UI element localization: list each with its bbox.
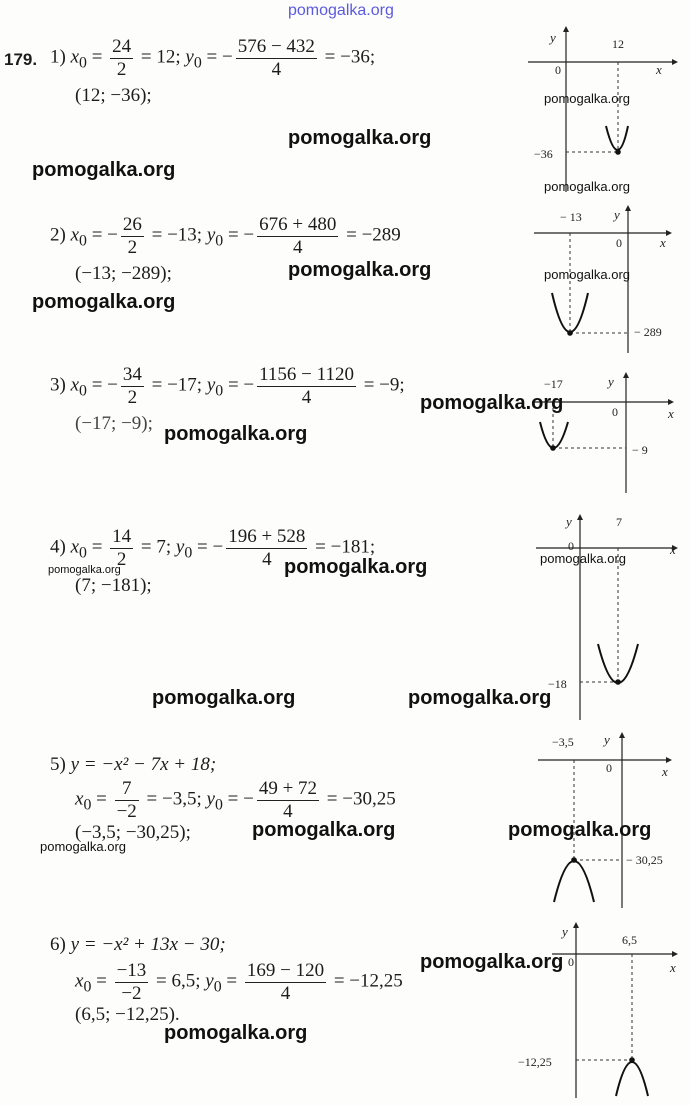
graph-6 (516, 920, 686, 1100)
y-axis-arrow (563, 26, 569, 32)
x-tick-label: −3,5 (552, 735, 574, 749)
y0-result: = −36; (324, 46, 376, 68)
y0-fraction: $\frac{196 + 528}{4}$ (228, 526, 306, 570)
item-3-formula: 3) $x_0$ = − $\frac{34}{2}$ = −17; $y_0$ = − $\frac{1156 - 1120}{4}$ = −9; (50, 364, 405, 408)
y-axis-arrow (619, 732, 625, 738)
x-axis-label: x (660, 235, 666, 250)
x-axis-label: x (670, 542, 676, 557)
y-axis-label: y (608, 374, 614, 389)
x0-result: = 12; (140, 46, 181, 68)
origin-label: 0 (606, 761, 612, 775)
watermark[interactable]: pomogalka.org (48, 564, 121, 576)
x-tick-label: 7 (616, 515, 622, 529)
item-4-vertex: (7; −181); (75, 575, 152, 596)
watermark[interactable]: pomogalka.org (544, 179, 630, 194)
watermark[interactable]: pomogalka.org (408, 687, 552, 709)
watermark[interactable]: pomogalka.org (420, 392, 564, 414)
item-5-formula: $x_0$ = $\frac{7}{-2}$ = −3,5; $y_0$ = − $\frac{49 + 72}{4}$ = −30,25 (75, 778, 396, 822)
y-tick-label: −36 (534, 147, 553, 161)
x-axis-label: x (662, 764, 668, 779)
origin-label: 0 (616, 236, 622, 250)
x0-sign: − (107, 374, 118, 396)
watermark[interactable]: pomogalka.org (288, 127, 432, 149)
vertex-point (567, 330, 573, 336)
parabola (616, 1062, 648, 1096)
y-tick-label: −12,25 (518, 1055, 552, 1069)
watermark[interactable]: pomogalka.org (32, 159, 176, 181)
x0-result: = 6,5; (156, 970, 201, 992)
item-6-equation: y = −x² + 13x − 30; (70, 934, 226, 955)
item-6-label-line (50, 935, 226, 954)
y0-fraction: $\frac{576 - 432}{4}$ (237, 36, 315, 80)
watermark[interactable]: pomogalka.org (288, 259, 432, 281)
parabola (540, 422, 568, 448)
watermark[interactable]: pomogalka.org (544, 91, 630, 106)
y-axis-arrow (623, 372, 629, 378)
vertex-point (615, 149, 621, 155)
item-2-formula: 2) $x_0$ = − $\frac{26}{2}$ = −13; $y_0$ = − $\frac{676 + 480}{4}$ = −289 (50, 214, 401, 258)
item-2-vertex: (−13; −289); (75, 263, 172, 284)
watermark[interactable]: pomogalka.org (540, 551, 626, 566)
x-axis-label: x (670, 960, 676, 975)
x0-fraction: $\frac{26}{2}$ (122, 214, 142, 258)
watermark[interactable]: pomogalka.org (32, 291, 176, 313)
origin-label: 0 (568, 539, 574, 553)
x0-result: = −13; (151, 224, 203, 246)
y-tick-label: − 30,25 (626, 853, 663, 867)
item-label: 6) (50, 934, 66, 955)
watermark[interactable]: pomogalka.org (420, 951, 564, 973)
item-5-vertex: (−3,5; −30,25); (75, 822, 191, 843)
item-label: 4) (50, 536, 66, 558)
vertex-point (571, 857, 577, 863)
item-label: 3) (50, 374, 66, 396)
x-axis-label: x (668, 406, 674, 421)
item-1-formula: 1) $x_0$ = $\frac{24}{2}$ = 12; $y_0$ = − $\frac{576 - 432}{4}$ = −36; (50, 36, 376, 80)
y-tick-label: − 289 (634, 325, 662, 339)
x-axis-arrow (668, 399, 674, 405)
x0-fraction: $\frac{34}{2}$ (122, 364, 142, 408)
y-axis-arrow (573, 922, 579, 928)
x-tick-label: −17 (544, 377, 563, 391)
x0-result: = −3,5; (146, 788, 202, 810)
watermark-top[interactable]: pomogalka.org (288, 2, 394, 19)
origin-label: 0 (612, 405, 618, 419)
y-axis-arrow (625, 205, 631, 211)
vertex-point (615, 679, 621, 685)
x0-sign: − (107, 224, 118, 246)
y-axis-label: y (614, 207, 620, 222)
x-axis-arrow (672, 951, 678, 957)
x0-fraction: $\frac{14}{2}$ (112, 526, 132, 570)
x0-result: = −17; (151, 374, 203, 396)
y0-result: = −9; (363, 374, 405, 396)
y0-result: = −289 (346, 224, 401, 246)
y0-fraction: $\frac{1156 - 1120}{4}$ (259, 364, 354, 408)
vertex-point (629, 1057, 635, 1063)
x0-result: = 7; (140, 536, 172, 558)
item-3-vertex: (−17; −9); (75, 413, 153, 434)
y-tick-label: −18 (548, 677, 567, 691)
y0-result: = −181; (315, 536, 376, 558)
x0-fraction: $\frac{24}{2}$ (112, 36, 132, 80)
watermark[interactable]: pomogalka.org (40, 839, 126, 854)
item-5-equation: y = −x² − 7x + 18; (70, 754, 217, 775)
x-axis-arrow (672, 59, 678, 65)
watermark[interactable]: pomogalka.org (508, 819, 652, 841)
parabola (554, 861, 594, 902)
item-1-vertex: (12; −36); (75, 85, 152, 106)
vertex-point (550, 445, 556, 451)
item-6-vertex: (6,5; −12,25). (75, 1004, 180, 1025)
item-label: 1) (50, 46, 66, 68)
y-axis-label: y (562, 924, 568, 939)
y-tick-label: − 9 (632, 443, 648, 457)
watermark[interactable]: pomogalka.org (252, 819, 396, 841)
parabola (606, 126, 628, 150)
watermark[interactable]: pomogalka.org (284, 556, 428, 578)
item-label: 2) (50, 224, 66, 246)
y-axis-label: y (550, 30, 556, 45)
x0-fraction: $\frac{7}{-2}$ (116, 778, 137, 822)
y0-fraction: $\frac{169 - 120}{4}$ (246, 960, 325, 1004)
item-6-formula: $x_0$ = $\frac{-13}{-2}$ = 6,5; $y_0$ = $\frac{169 - 120}{4}$ = −12,25 (75, 960, 403, 1004)
x-axis-label: x (656, 62, 662, 77)
item-4-formula: 4) $x_0$ = $\frac{14}{2}$ = 7; $y_0$ = − $\frac{196 + 528}{4}$ = −181; (50, 526, 376, 570)
graph-1 (520, 24, 680, 194)
x-tick-label: 6,5 (622, 933, 637, 947)
watermark[interactable]: pomogalka.org (152, 687, 296, 709)
y0-result: = −30,25 (326, 788, 396, 810)
graph-3 (528, 370, 683, 495)
x-tick-label: − 13 (560, 210, 582, 224)
x-axis-arrow (666, 757, 672, 763)
y0-fraction: $\frac{49 + 72}{4}$ (258, 778, 318, 822)
graph-4 (534, 512, 684, 722)
item-label: 5) (50, 754, 66, 775)
y0-fraction: $\frac{676 + 480}{4}$ (259, 214, 337, 258)
x-tick-label: 12 (612, 37, 624, 51)
y-axis-label: y (566, 514, 572, 529)
watermark[interactable]: pomogalka.org (164, 1022, 308, 1044)
origin-label: 0 (568, 955, 574, 969)
x0-fraction: $\frac{-13}{-2}$ (116, 960, 147, 1004)
y-axis-arrow (577, 514, 583, 520)
y-axis-label: y (604, 732, 610, 747)
watermark[interactable]: pomogalka.org (164, 423, 308, 445)
y0-result: = −12,25 (333, 970, 403, 992)
watermark[interactable]: pomogalka.org (544, 267, 630, 282)
x-axis-arrow (666, 230, 672, 236)
origin-label: 0 (555, 63, 561, 77)
item-5-label-line (50, 755, 216, 774)
problem-number: 179. (4, 50, 38, 69)
